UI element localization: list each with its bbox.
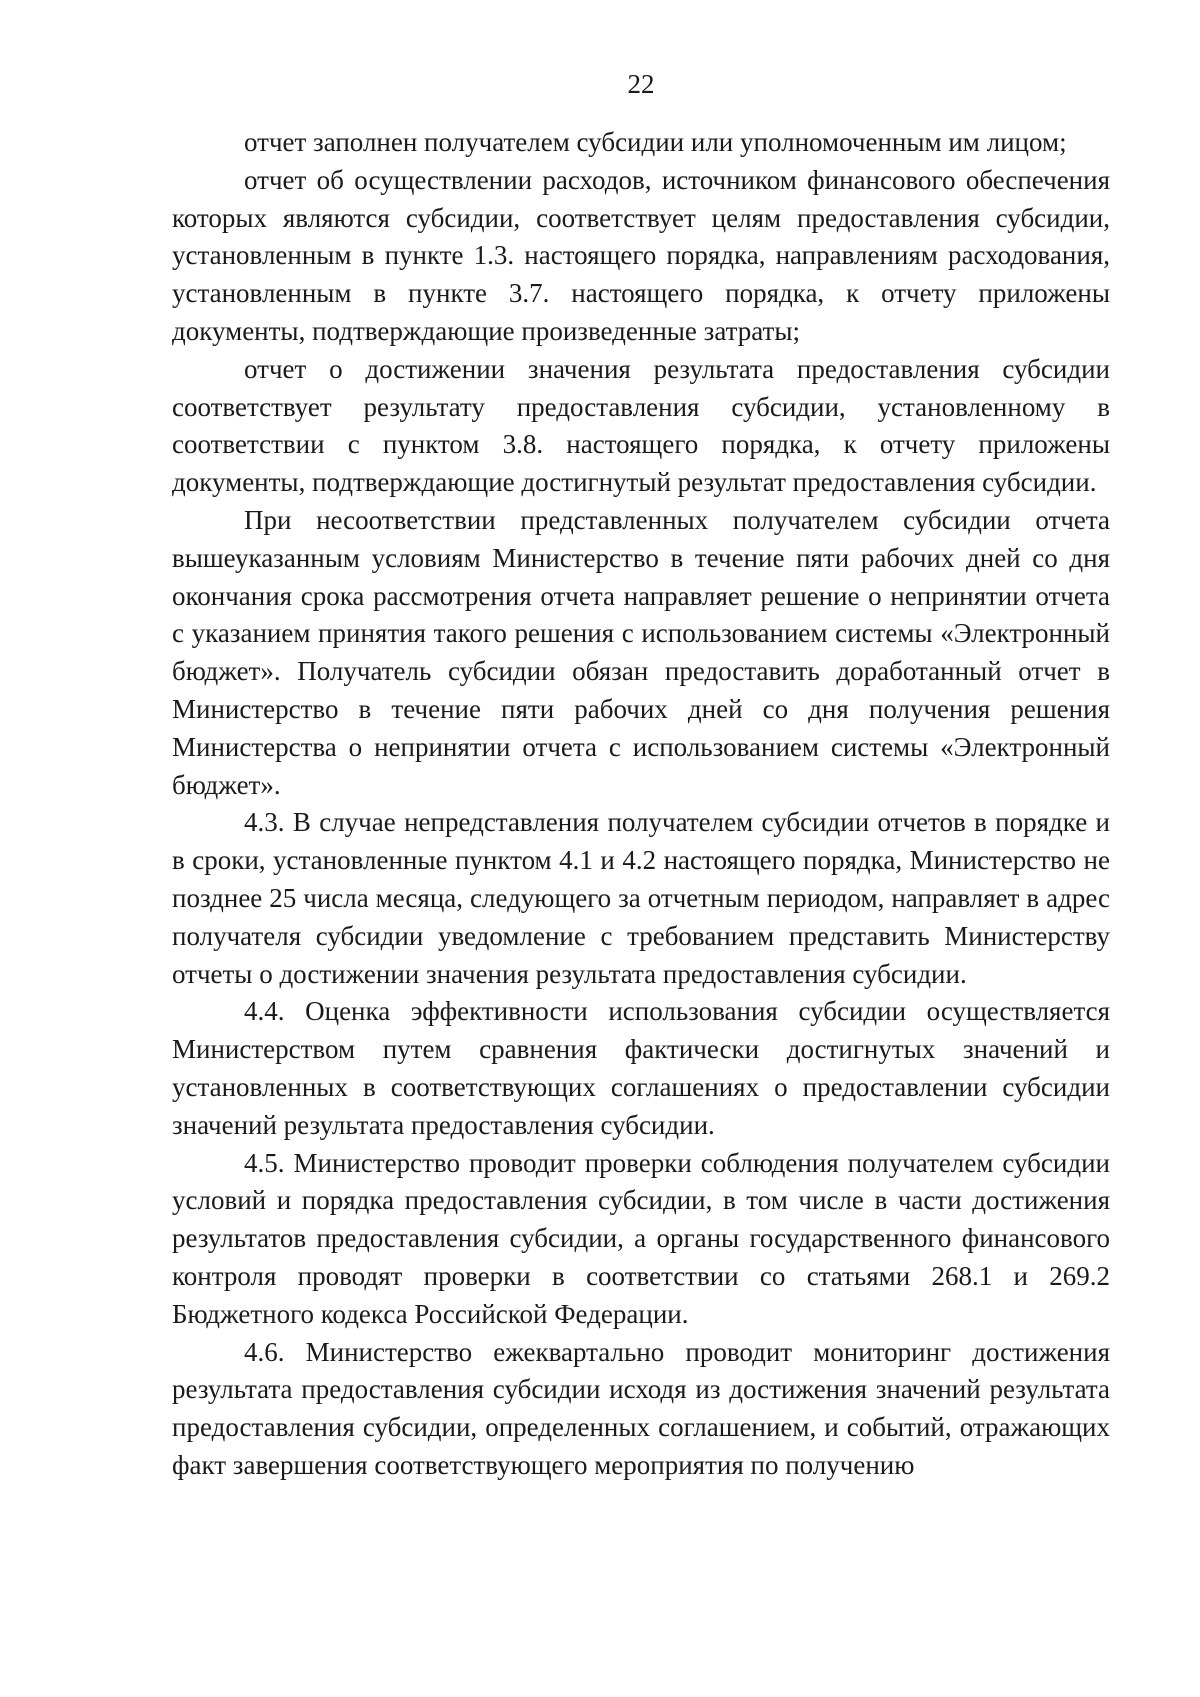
paragraph-noncompliance: При несоответствии представленных получателем субсидии отчета вышеуказанным условиям Министерство в течение пяти рабочих дней со дня окончания срока рассмотрения отчета направляет решение о непринятии отчета с указанием принятия такого решения с использованием системы «Электронный бюджет». Получатель субсидии обязан предоставить доработанный отчет в Министерство в течение пяти рабочих дней со дня получения решения Министерства о непринятии отчета с использованием системы «Электронный бюджет». [172, 504, 1110, 800]
paragraph-result-report: отчет о достижении значения результата предоставления субсидии соответствует результату предоставления субсидии, установленному в соответствии с пунктом 3.8. настоящего порядка, к отчету приложены документы, подтверждающие достигнутый результат предоставления субсидии. [172, 353, 1110, 498]
page-number: 22 [627, 69, 655, 99]
paragraph-report-filled: отчет заполнен получателем субсидии или уполномоченным им лицом; [244, 127, 1067, 157]
paragraph-clause-4-3: 4.3. В случае непредставления получателем субсидии отчетов в порядке и в сроки, установленные пунктом 4.1 и 4.2 настоящего порядка, Министерство не позднее 25 числа месяца, следующего за отчетным периодом, направляет в адрес получателя субсидии уведомление с требованием представить Министерству отчеты о достижении значения результата предоставления субсидии. [172, 807, 1110, 989]
paragraph-clause-4-6: 4.6. Министерство ежеквартально проводит мониторинг достижения результата предоставления субсидии исходя из достижения значений результата предоставления субсидии, определенных соглашением, и событий, отражающих факт завершения соответствующего мероприятия по получению [172, 1336, 1110, 1480]
paragraph-clause-4-4: 4.4. Оценка эффективности использования субсидии осуществляется Министерством путем сравнения фактически достигнутых значений и установленных в соответствующих соглашениях о предоставлении субсидии значений результата предоставления субсидии. [172, 996, 1110, 1140]
document-page [172, 64, 1110, 1485]
paragraph-expenses-report: отчет об осуществлении расходов, источником финансового обеспечения которых являются субсидии, соответствует целям предоставления субсидии, установленным в пункте 1.3. настоящего порядка, направлениям расходования, установленным в пункте 3.7. настоящего порядка, к отчету приложены документы, подтверждающие произведенные затраты; [172, 164, 1110, 346]
paragraph-clause-4-5: 4.5. Министерство проводит проверки соблюдения получателем субсидии условий и порядка предоставления субсидии, в том числе в части достижения результатов предоставления субсидии, а органы государственного финансового контроля проводят проверки в соответствии со статьями 268.1 и 269.2 Бюджетного кодекса Российской Федерации. [172, 1147, 1110, 1329]
